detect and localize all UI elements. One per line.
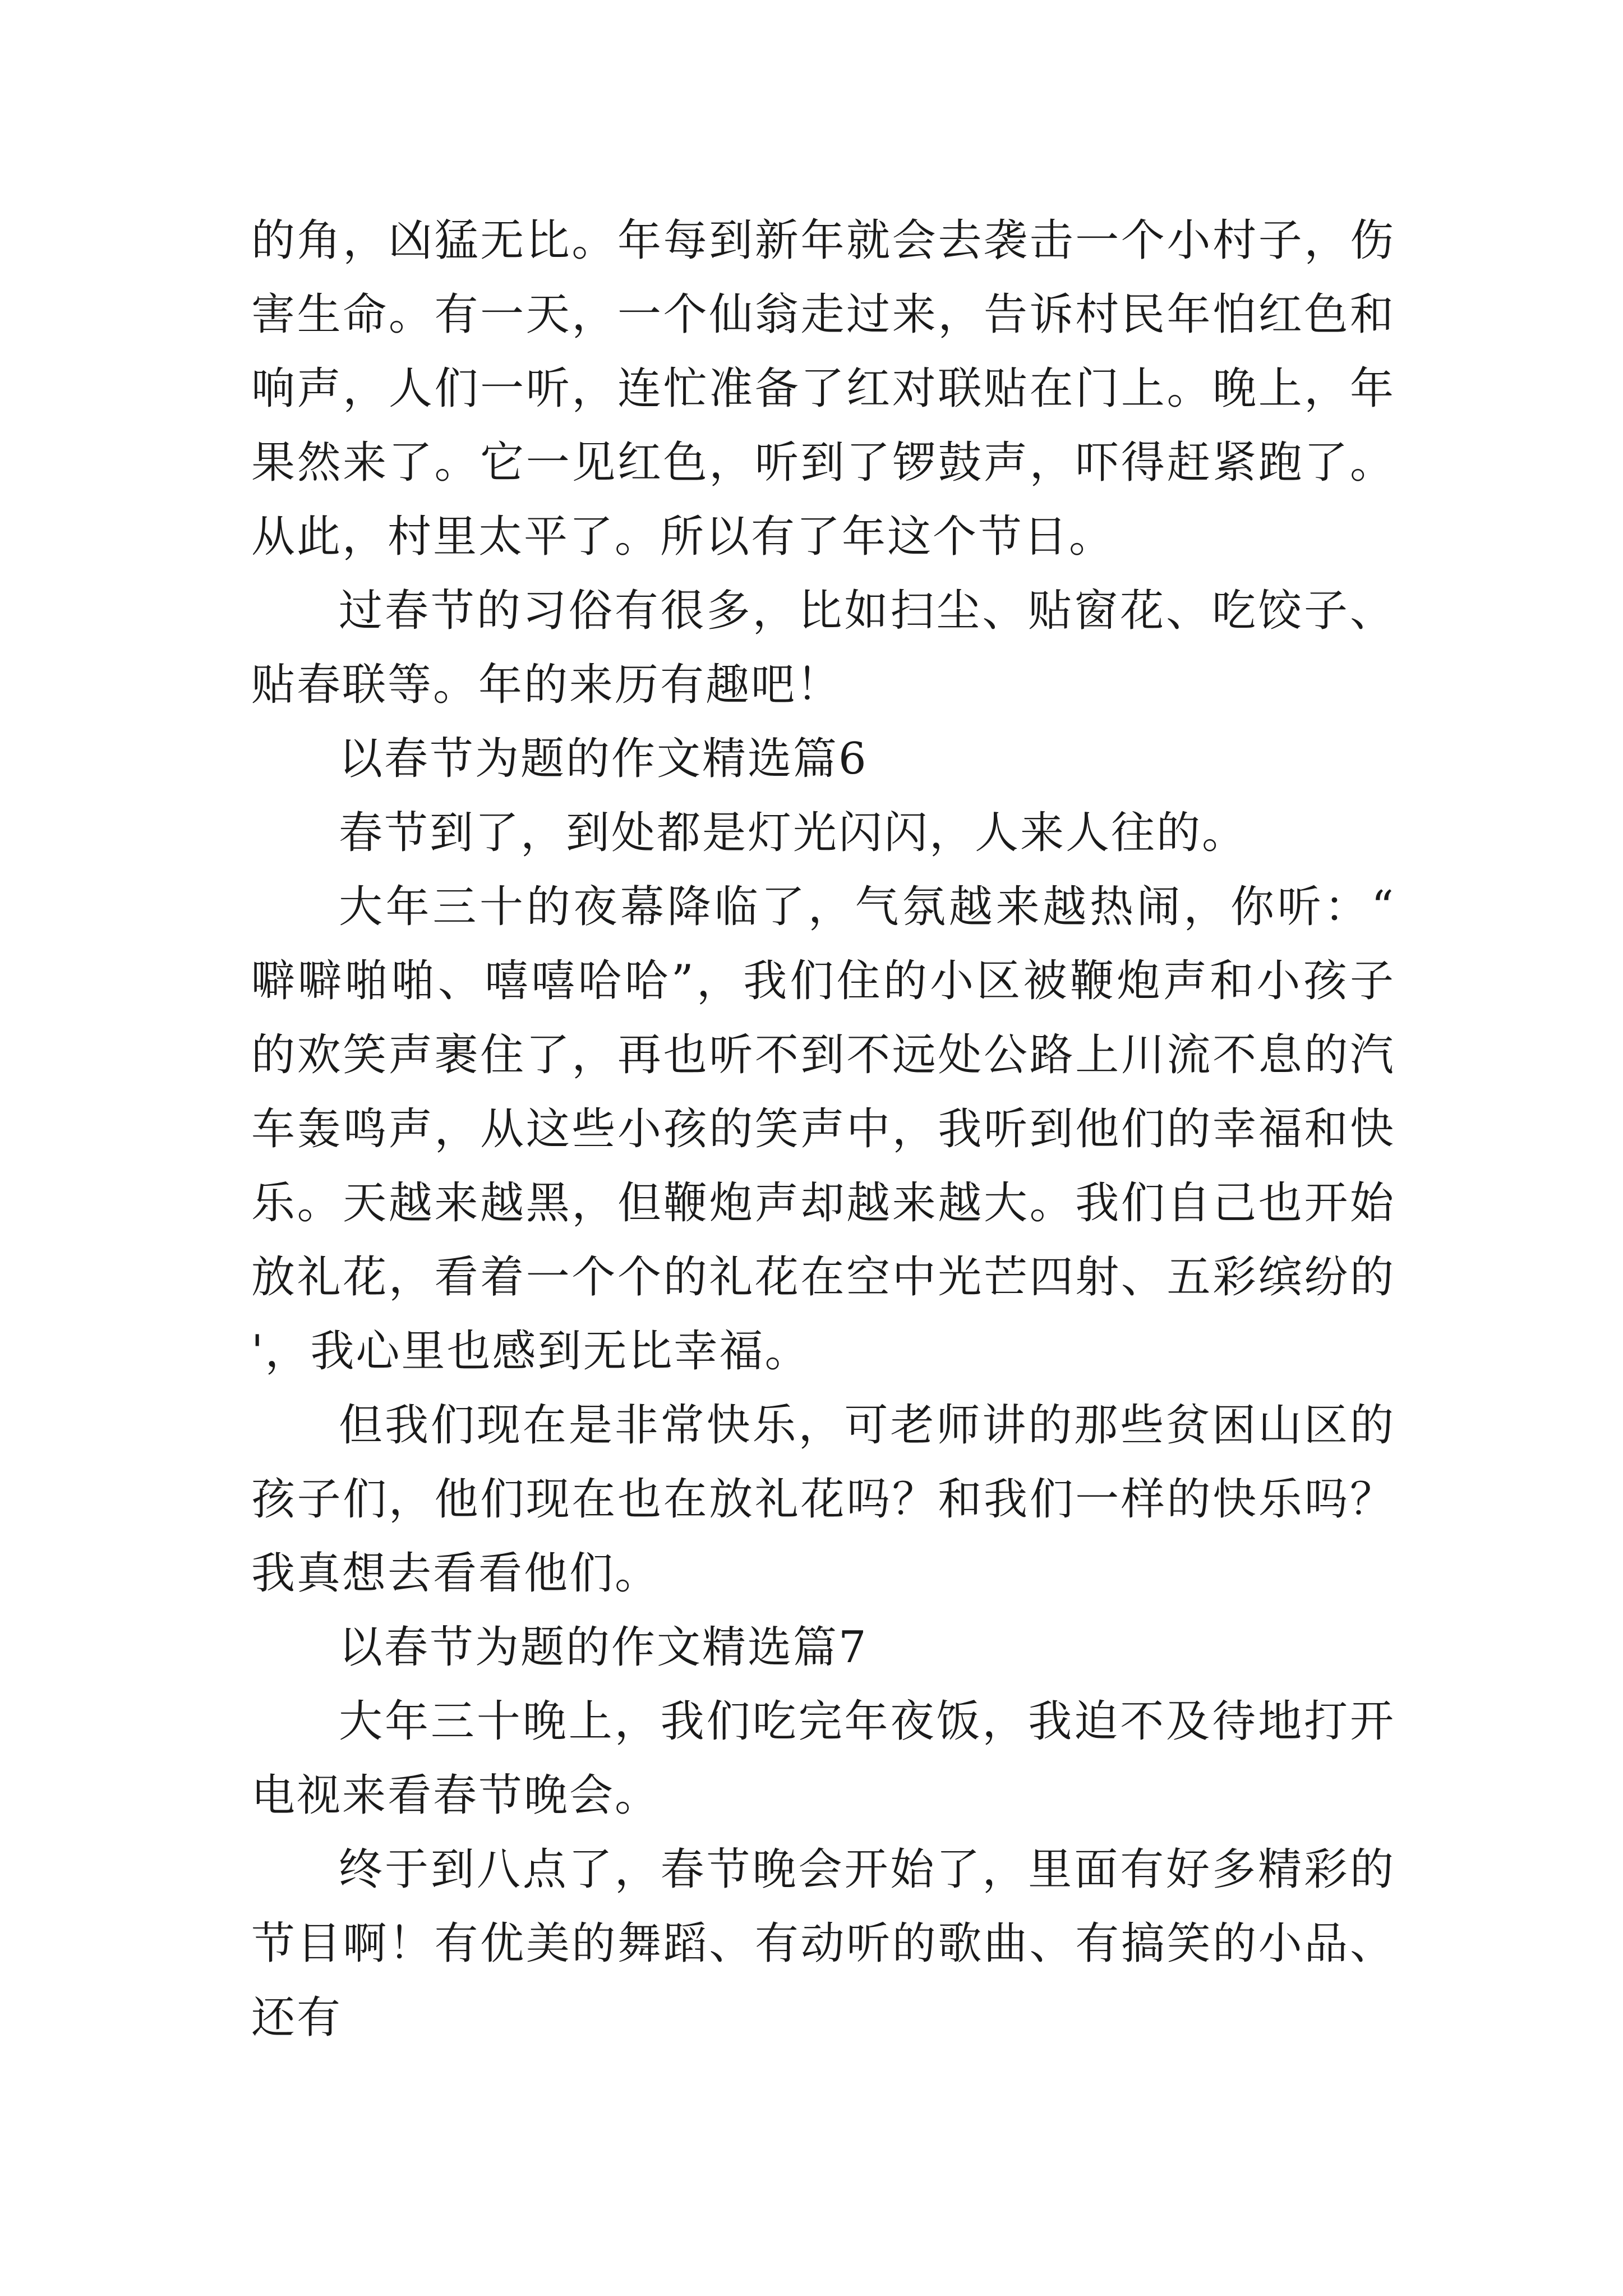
- paragraph-gala-programs: 终于到八点了，春节晚会开始了，里面有好多精彩的节目啊！有优美的舞蹈、有动听的歌曲、有搞笑的小品、还有: [251, 1844, 1395, 2043]
- paragraph-festival-arrived: 春节到了，到处都是灯光闪闪，人来人往的。: [339, 808, 1248, 858]
- body-text: [251, 204, 1395, 2055]
- essay-heading-7: 以春节为题的作文精选篇7: [339, 1622, 868, 1673]
- paragraph-new-years-eve: 大年三十的夜幕降临了，气氛越来越热闹，你听：“噼噼啪啪、嘻嘻哈哈”，我们住的小区被鞭炮声和小孩子的欢笑声裹住了，再也听不到不远处公路上川流不息的汽车轰鸣声，从这些小孩的笑声中，我听到他们的幸福和快乐。天越来越黑，但鞭炮声却越来越大。我们自己也开始放礼花，看着一个个的礼花在空中光芒四射、五彩缤纷的'，我心里也感到无比幸福。: [251, 882, 1395, 1377]
- essay-heading-6: 以春节为题的作文精选篇6: [339, 734, 868, 784]
- paragraph-customs: 过春节的习俗有很多，比如扫尘、贴窗花、吃饺子、贴春联等。年的来历有趣吧！: [251, 586, 1395, 710]
- paragraph-nian-legend: 的角，凶猛无比。年每到新年就会去袭击一个小村子，伤害生命。有一天，一个仙翁走过来，告诉村民年怕红色和响声，人们一听，连忙准备了红对联贴在门上。晚上，年果然来了。它一见红色，听到了锣鼓声，吓得赶紧跑了。从此，村里太平了。所以有了年这个节日。: [251, 215, 1395, 562]
- paragraph-spring-gala-start: 大年三十晚上，我们吃完年夜饭，我迫不及待地打开电视来看春节晚会。: [251, 1696, 1395, 1821]
- paragraph-mountain-children: 但我们现在是非常快乐，可老师讲的那些贫困山区的孩子们，他们现在也在放礼花吗？和我们一样的快乐吗？我真想去看看他们。: [251, 1400, 1395, 1599]
